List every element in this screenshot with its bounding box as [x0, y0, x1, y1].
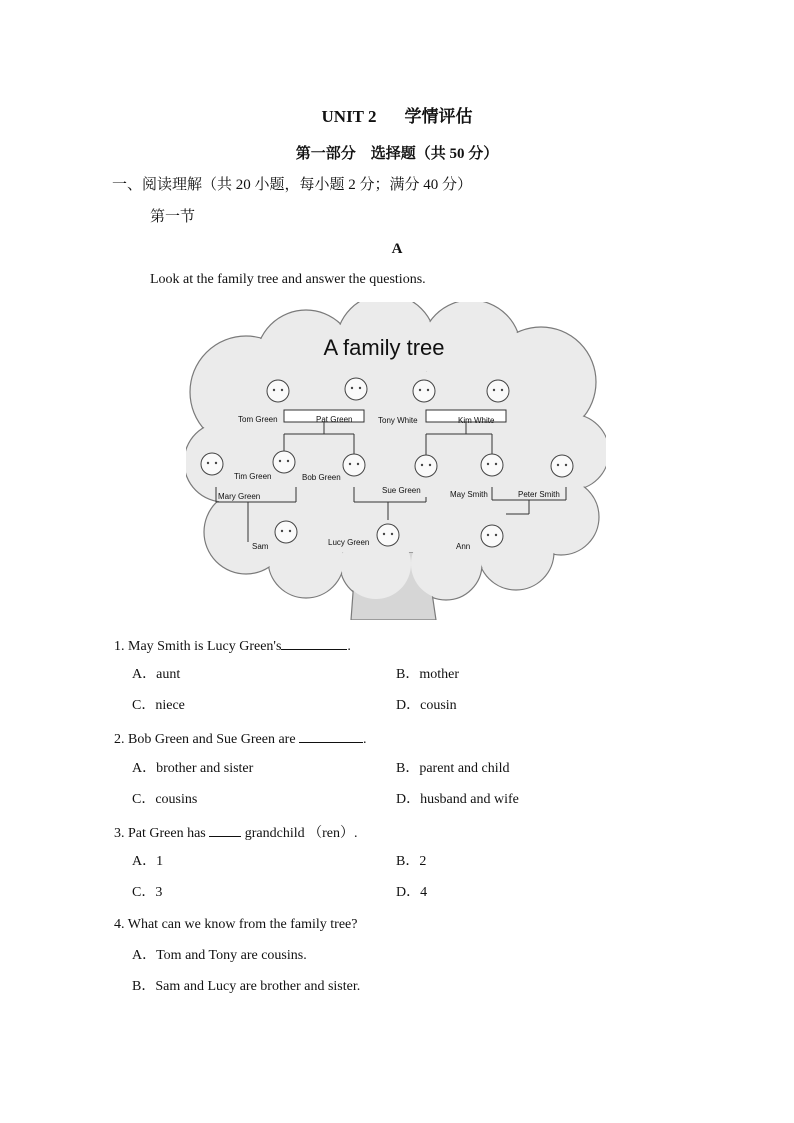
label-tim-green: Tim Green: [234, 472, 272, 481]
label-sue-green: Sue Green: [382, 486, 421, 495]
avatar-bob-green: [343, 454, 365, 476]
avatar-pat-green: [345, 378, 367, 400]
passage-instruction: Look at the family tree and answer the questions.: [150, 272, 426, 287]
question-4-option-b[interactable]: B．Sam and Lucy are brother and sister.: [132, 979, 361, 994]
question-3-option-c[interactable]: C．3: [132, 885, 163, 900]
question-1-option-a[interactable]: A．aunt: [132, 667, 181, 682]
label-ann: Ann: [456, 542, 471, 551]
section-heading: 一、阅读理解（共 20 小题，每小题 2 分；满分 40 分）: [112, 177, 473, 193]
family-tree-figure: [186, 302, 606, 620]
label-tom-green: Tom Green: [238, 415, 278, 424]
passage-letter: A: [391, 241, 403, 257]
question-1-option-d[interactable]: D．cousin: [396, 698, 457, 713]
question-3-option-a[interactable]: A．1: [132, 854, 164, 869]
question-2-option-d[interactable]: D．husband and wife: [396, 792, 519, 807]
question-2-option-b[interactable]: B．parent and child: [396, 761, 510, 776]
question-3-option-d[interactable]: D．4: [396, 885, 428, 900]
label-may-smith: May Smith: [450, 490, 488, 499]
avatar-mary-green: [201, 453, 223, 475]
avatar-sue-green: [415, 455, 437, 477]
avatar-sam: [275, 521, 297, 543]
question-3-stem: 3. Pat Green has grandchild （ren）.: [114, 822, 358, 843]
answer-blank: [209, 822, 241, 837]
avatar-kim-white: [487, 380, 509, 402]
question-2-option-a[interactable]: A．brother and sister: [132, 761, 254, 776]
label-tony-white: Tony White: [378, 416, 418, 425]
answer-blank: [299, 728, 363, 743]
avatar-lucy-green: [377, 524, 399, 546]
answer-blank: [281, 635, 347, 650]
unit-label: UNIT 2: [321, 107, 377, 126]
avatar-tim-green: [273, 451, 295, 473]
question-4-option-a[interactable]: A．Tom and Tony are cousins.: [132, 948, 307, 963]
label-sam: Sam: [252, 542, 269, 551]
avatar-tom-green: [267, 380, 289, 402]
question-2-stem: 2. Bob Green and Sue Green are .: [114, 728, 367, 749]
question-2-option-c[interactable]: C．cousins: [132, 792, 198, 807]
question-1-option-b[interactable]: B．mother: [396, 667, 459, 682]
label-peter-smith: Peter Smith: [518, 490, 560, 499]
subsection-heading: 第一节: [150, 209, 196, 225]
question-4-stem: 4. What can we know from the family tree?: [114, 917, 358, 932]
question-1-option-c[interactable]: C．niece: [132, 698, 185, 713]
question-3-option-b[interactable]: B．2: [396, 854, 427, 869]
unit-title-cn: 学情评估: [404, 107, 473, 126]
label-pat-green: Pat Green: [316, 415, 353, 424]
avatar-peter-smith: [551, 455, 573, 477]
tree-title: A family tree: [323, 335, 445, 360]
part-heading: 第一部分 选择题（共 50 分）: [295, 146, 499, 162]
label-kim-white: Kim White: [458, 416, 495, 425]
label-bob-green: Bob Green: [302, 473, 341, 482]
avatar-tony-white: [413, 380, 435, 402]
label-lucy-green: Lucy Green: [328, 538, 370, 547]
question-1-stem: 1. May Smith is Lucy Green's .: [114, 635, 351, 656]
unit-title: [0, 108, 794, 126]
label-mary-green: Mary Green: [218, 492, 261, 501]
avatar-ann: [481, 525, 503, 547]
avatar-may-smith: [481, 454, 503, 476]
